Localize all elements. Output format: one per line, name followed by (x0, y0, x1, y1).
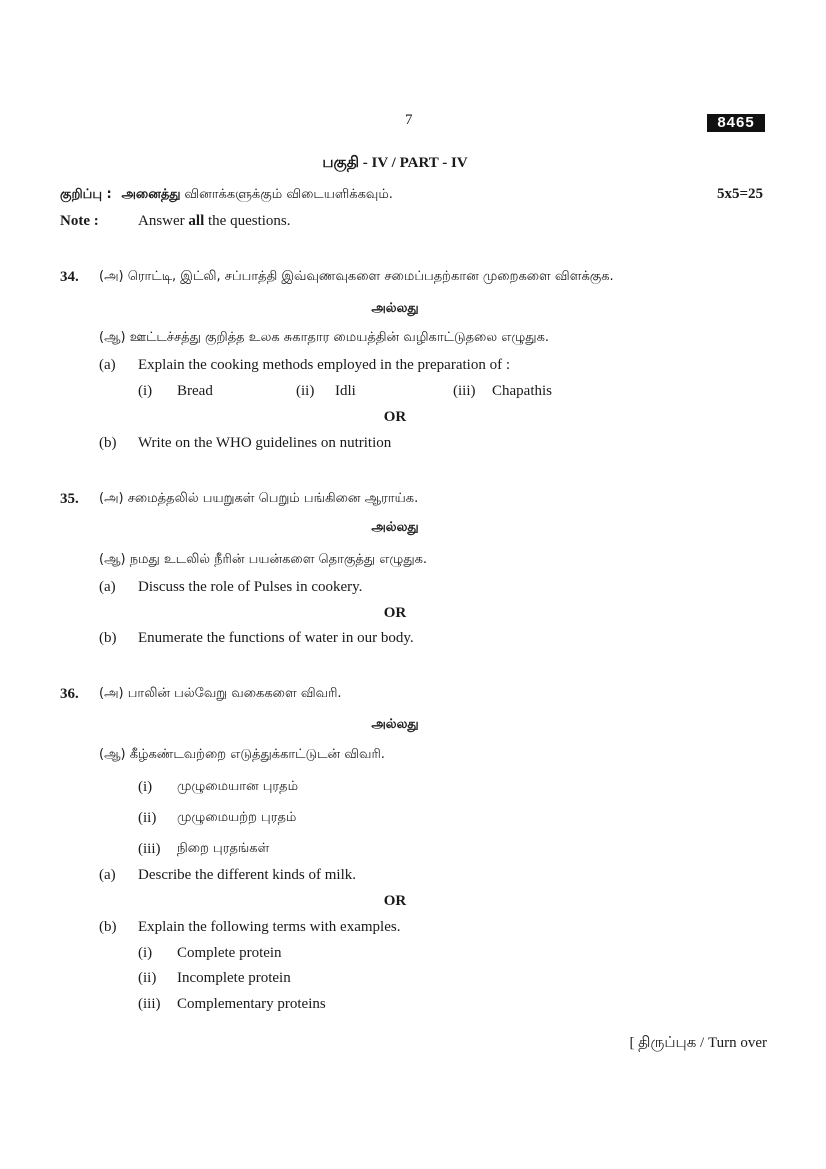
q34-en-b: Write on the WHO guidelines on nutrition (138, 435, 392, 451)
sub-label: (i) (138, 945, 153, 961)
sub-item: Chapathis (492, 383, 552, 399)
q35-tamil-b: (ஆ) நமது உடலில் நீரின் பயன்களை தொகுத்து எழுதுக. (99, 552, 428, 567)
q36-en-b-label: (b) (99, 919, 117, 935)
q34-tamil-a: (அ) ரொட்டி, இட்லி, சப்பாத்தி இவ்வுணவுகளை சமைப்பதற்கான முறைகளை விளக்குக. (99, 269, 614, 284)
note-en-label: Note : (60, 213, 99, 229)
page-number: 7 (405, 112, 413, 128)
q36-en-b: Explain the following terms with examples. (138, 919, 401, 935)
q34-tamil-b: (ஆ) ஊட்டச்சத்து குறித்த உலக சுகாதார மையத்தின் வழிகாட்டுதலை எழுதுக. (99, 330, 550, 345)
q34-en-a-label: (a) (99, 357, 116, 373)
q36-en-a: Describe the different kinds of milk. (138, 867, 356, 883)
question-number: 34. (60, 269, 79, 285)
q34-en-a: Explain the cooking methods employed in the preparation of : (138, 357, 510, 373)
sub-label: (iii) (453, 383, 476, 399)
marks-total: 5x5=25 (717, 186, 764, 202)
q35-tamil-a: (அ) சமைத்தலில் பயறுகள் பெறும் பங்கினை ஆராய்க. (99, 491, 419, 506)
q35-en-b: Enumerate the functions of water in our body. (138, 630, 414, 646)
q34-en-b-label: (b) (99, 435, 117, 451)
question-number: 35. (60, 491, 79, 507)
note-tamil (60, 184, 393, 205)
paper-code-badge: 8465 (707, 114, 765, 132)
sub-label: (i) (138, 779, 153, 795)
sub-label: (ii) (296, 383, 315, 399)
note-en-text: Answer all the questions. (138, 213, 291, 229)
sub-label: (iii) (138, 996, 161, 1012)
q34-tamil-or: அல்லது (371, 301, 419, 316)
turn-over-note: [ திருப்புக / Turn over (629, 1035, 767, 1051)
part-title: பகுதி - IV / PART - IV (322, 155, 468, 171)
q35-en-b-label: (b) (99, 630, 117, 646)
q36-tamil-a: (அ) பாலின் பல்வேறு வகைகளை விவரி. (99, 686, 342, 701)
q35-tamil-or: அல்லது (371, 520, 419, 535)
q36-tamil-or: அல்லது (371, 717, 419, 732)
sub-item: முழுமையற்ற புரதம் (177, 810, 297, 825)
q35-en-a-label: (a) (99, 579, 116, 595)
sub-item: முழுமையான புரதம் (177, 779, 299, 794)
sub-label: (ii) (138, 810, 157, 826)
sub-item: Idli (335, 383, 356, 399)
sub-item: Incomplete protein (177, 970, 291, 986)
sub-item: நிறை புரதங்கள் (177, 841, 270, 856)
question-number: 36. (60, 686, 79, 702)
sub-label: (iii) (138, 841, 161, 857)
sub-label: (i) (138, 383, 153, 399)
note-ta-text: வினாக்களுக்கும் விடையளிக்கவும். (184, 187, 393, 202)
q36-en-a-label: (a) (99, 867, 116, 883)
sub-item: Complete protein (177, 945, 282, 961)
note-ta-bold: அனைத்து (121, 187, 181, 202)
q36-tamil-b: (ஆ) கீழ்கண்டவற்றை எடுத்துக்காட்டுடன் விவரி. (99, 747, 385, 762)
q35-en-a: Discuss the role of Pulses in cookery. (138, 579, 363, 595)
q35-en-or: OR (383, 605, 407, 621)
note-ta-label: குறிப்பு : (60, 187, 112, 202)
sub-label: (ii) (138, 970, 157, 986)
sub-item: Complementary proteins (177, 996, 326, 1012)
sub-item: Bread (177, 383, 213, 399)
q36-en-or: OR (383, 893, 407, 909)
q34-en-or: OR (383, 409, 407, 425)
